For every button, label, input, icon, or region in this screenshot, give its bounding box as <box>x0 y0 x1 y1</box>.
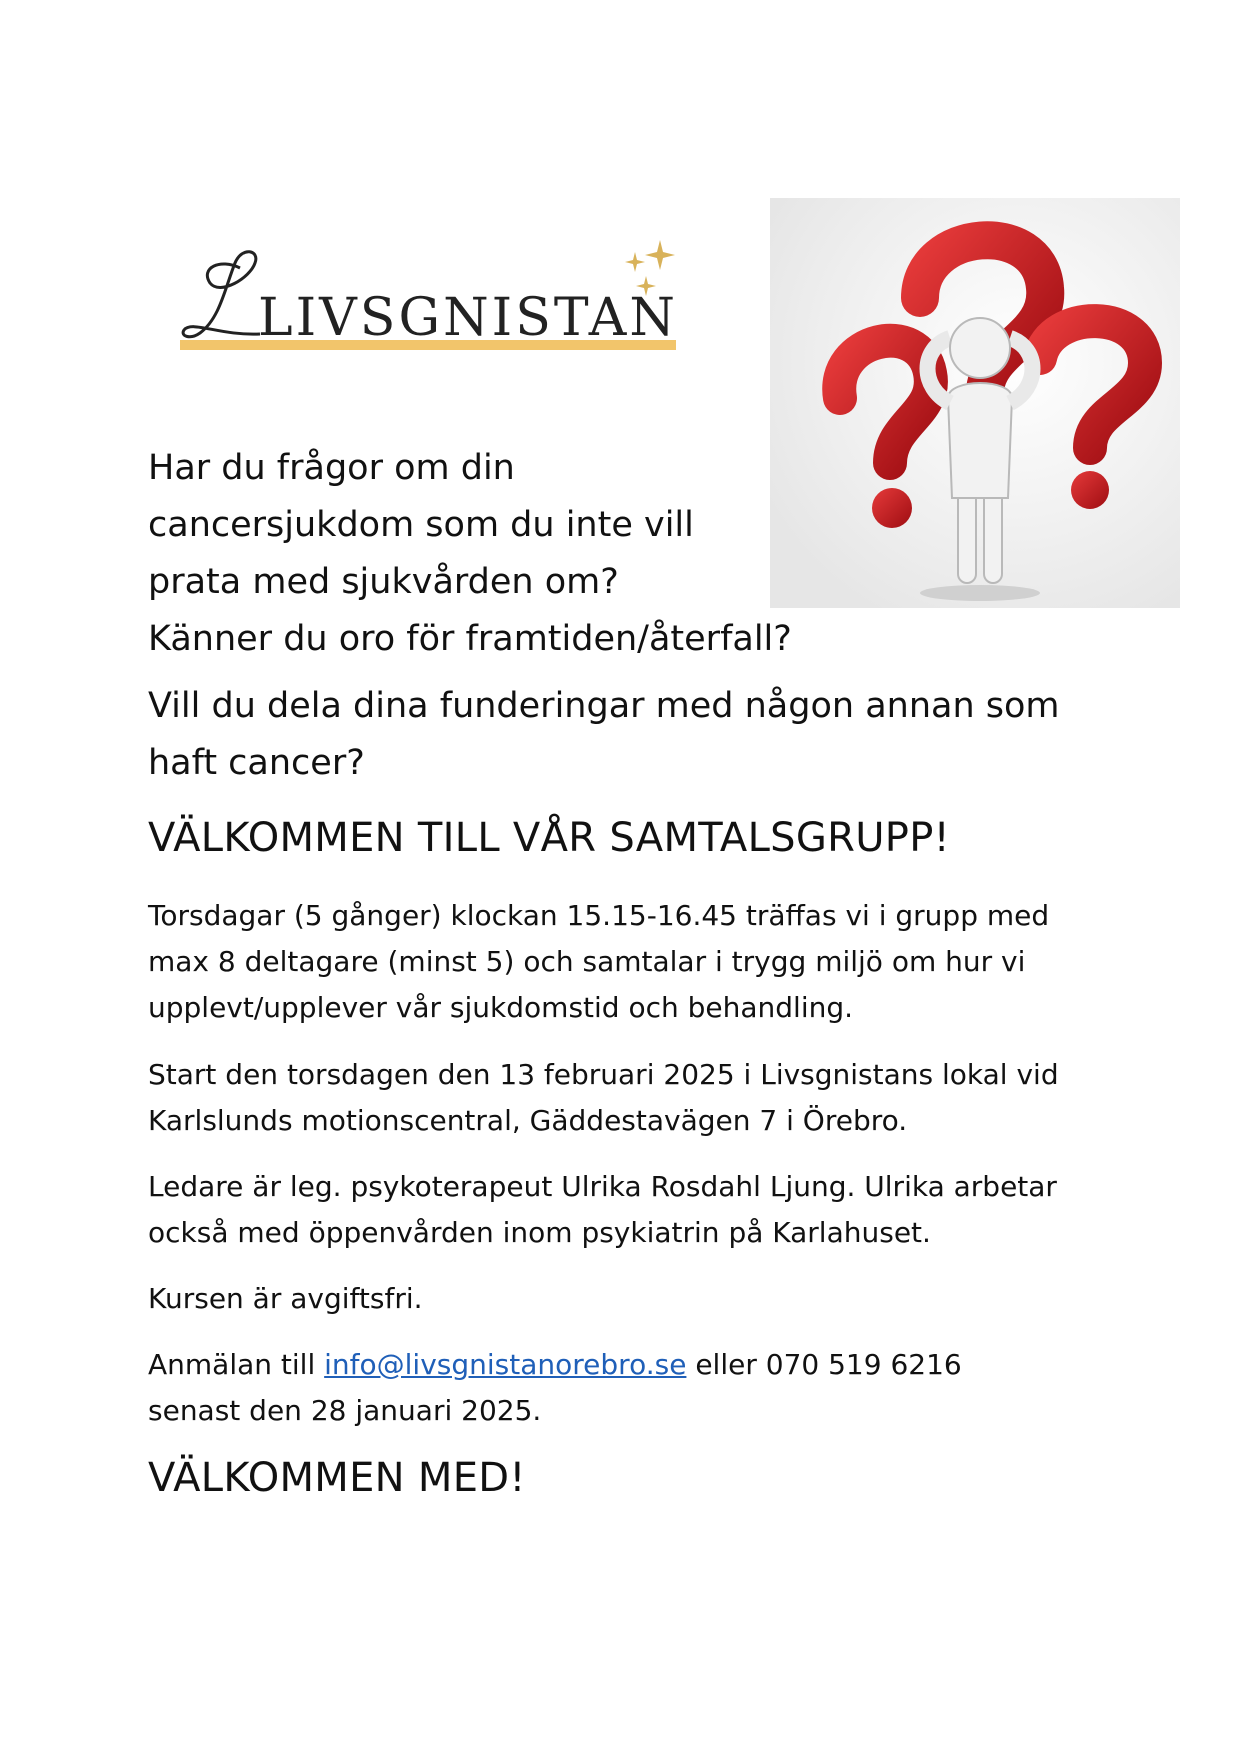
intro-line: cancersjukdom som du inte vill <box>148 505 694 545</box>
fee-paragraph: Kursen är avgiftsfri. <box>148 1282 423 1315</box>
welcome-heading: VÄLKOMMEN TILL VÅR SAMTALSGRUPP! <box>148 815 950 861</box>
share-question: Vill du dela dina funderingar med någon annan som haft cancer? <box>148 686 1060 783</box>
schedule-paragraph: Torsdagar (5 gånger) klockan 15.15-16.45 träffas vi i grupp med max 8 deltagare (minst 5) och samtalar i trygg miljö om hur vi upplevt/upplever vår sjukdomstid och behandling. <box>148 899 1050 1024</box>
question-marks-figure-icon <box>770 198 1180 608</box>
intro-questions <box>148 440 792 668</box>
intro-line: prata med sjukvården om? <box>148 562 619 602</box>
logo-text: LIVSGNISTAN <box>258 288 678 348</box>
intro-line: Har du frågor om din <box>148 448 515 488</box>
signup-email-link[interactable]: info@livsgnistanorebro.se <box>324 1348 687 1381</box>
leader-paragraph: Ledare är leg. psykoterapeut Ulrika Rosdahl Ljung. Ulrika arbetar också med öppenvården inom psykiatrin på Karlahuset. <box>148 1170 1057 1249</box>
signup-paragraph <box>148 1342 1108 1434</box>
intro-line: Känner du oro för framtiden/återfall? <box>148 619 792 659</box>
closing-heading: VÄLKOMMEN MED! <box>148 1455 526 1501</box>
logo-graphic <box>180 238 690 363</box>
signup-deadline: senast den 28 januari 2025. <box>148 1394 542 1427</box>
start-paragraph: Start den torsdagen den 13 februari 2025 i Livsgnistans lokal vid Karlslunds motionscentral, Gäddestavägen 7 i Örebro. <box>148 1058 1059 1137</box>
signup-phone: eller 070 519 6216 <box>695 1348 962 1381</box>
signup-prefix: Anmälan till <box>148 1348 316 1381</box>
livsgnistan-logo <box>180 238 690 363</box>
